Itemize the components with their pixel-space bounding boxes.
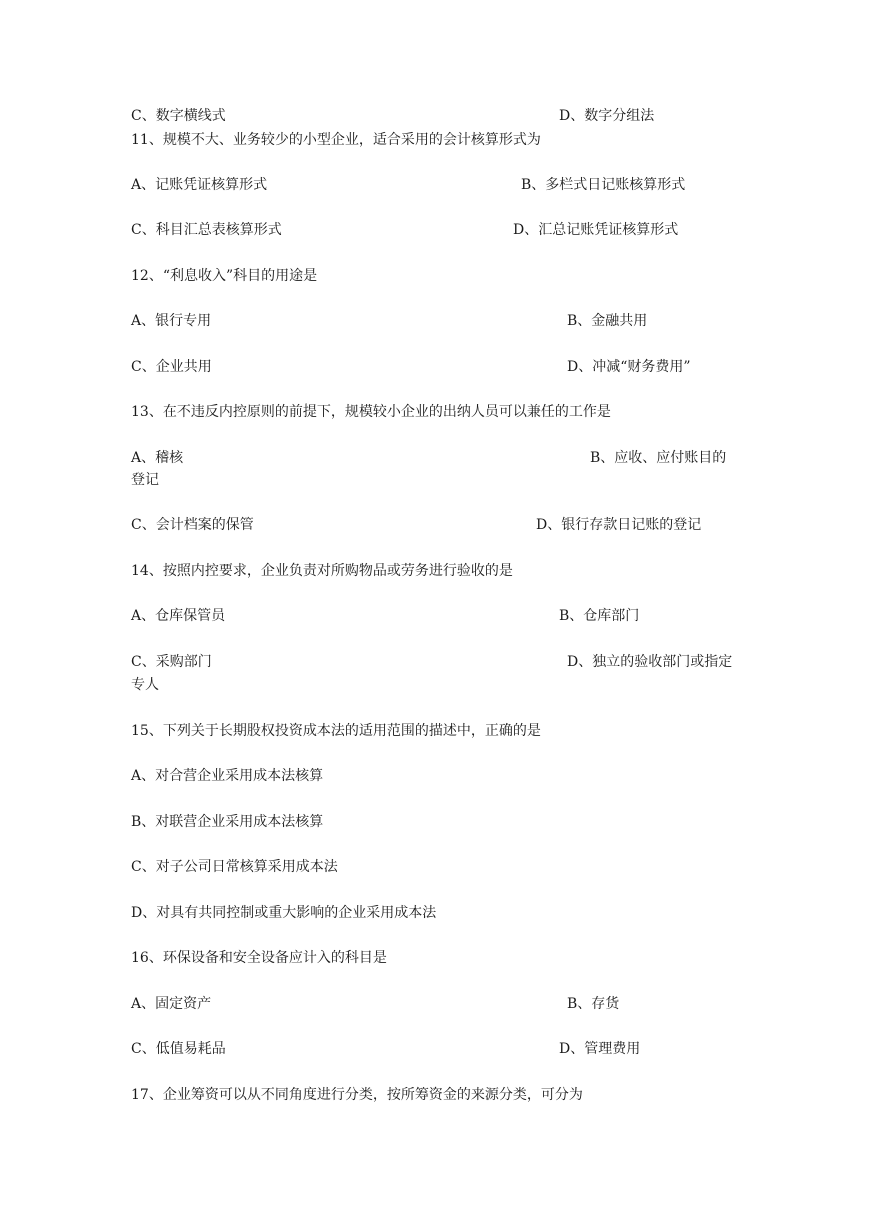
question-13: 13、在不违反内控原则的前提下，规模较小企业的出纳人员可以兼任的工作是	[131, 404, 611, 420]
question-17: 17、企业筹资可以从不同角度进行分类，按所筹资金的来源分类，可分为	[131, 1087, 583, 1103]
q13-option-b-wrap: 登记	[131, 472, 159, 488]
q14-option-d: D、独立的验收部门或指定	[567, 654, 733, 670]
q16-option-d: D、管理费用	[559, 1041, 641, 1057]
q16-option-b: B、存货	[567, 996, 620, 1012]
q15-option-b: B、对联营企业采用成本法核算	[131, 814, 324, 830]
q10-option-c: C、数字横线式	[131, 108, 226, 124]
q12-option-c: C、企业共用	[131, 359, 212, 375]
question-15: 15、下列关于长期股权投资成本法的适用范围的描述中，正确的是	[131, 723, 541, 739]
q13-option-d: D、银行存款日记账的登记	[536, 517, 702, 533]
question-16: 16、环保设备和安全设备应计入的科目是	[131, 950, 387, 966]
q14-option-a: A、仓库保管员	[131, 608, 226, 624]
q14-option-c: C、采购部门	[131, 654, 212, 670]
q15-option-c: C、对子公司日常核算采用成本法	[131, 859, 338, 875]
q11-option-a: A、记账凭证核算形式	[131, 177, 268, 193]
q12-option-b: B、金融共用	[567, 313, 648, 329]
question-11: 11、规模不大、业务较少的小型企业，适合采用的会计核算形式为	[131, 132, 541, 148]
q15-option-d: D、对具有共同控制或重大影响的企业采用成本法	[131, 905, 437, 921]
q11-option-b: B、多栏式日记账核算形式	[521, 177, 686, 193]
question-12: 12、“利息收入”科目的用途是	[131, 268, 318, 284]
q13-option-b: B、应收、应付账目的	[590, 450, 727, 466]
q12-option-a: A、银行专用	[131, 313, 212, 329]
q16-option-c: C、低值易耗品	[131, 1041, 226, 1057]
q14-option-d-wrap: 专人	[131, 677, 159, 693]
q11-option-c: C、科目汇总表核算形式	[131, 222, 282, 238]
q12-option-d: D、冲减“财务费用”	[567, 359, 691, 375]
q13-option-a: A、稽核	[131, 450, 184, 466]
q15-option-a: A、对合营企业采用成本法核算	[131, 768, 324, 784]
q13-option-c: C、会计档案的保管	[131, 517, 254, 533]
q11-option-d: D、汇总记账凭证核算形式	[513, 222, 679, 238]
q16-option-a: A、固定资产	[131, 996, 212, 1012]
q14-option-b: B、仓库部门	[559, 608, 640, 624]
q10-option-d: D、数字分组法	[559, 108, 655, 124]
question-14: 14、按照内控要求，企业负责对所购物品或劳务进行验收的是	[131, 563, 513, 579]
